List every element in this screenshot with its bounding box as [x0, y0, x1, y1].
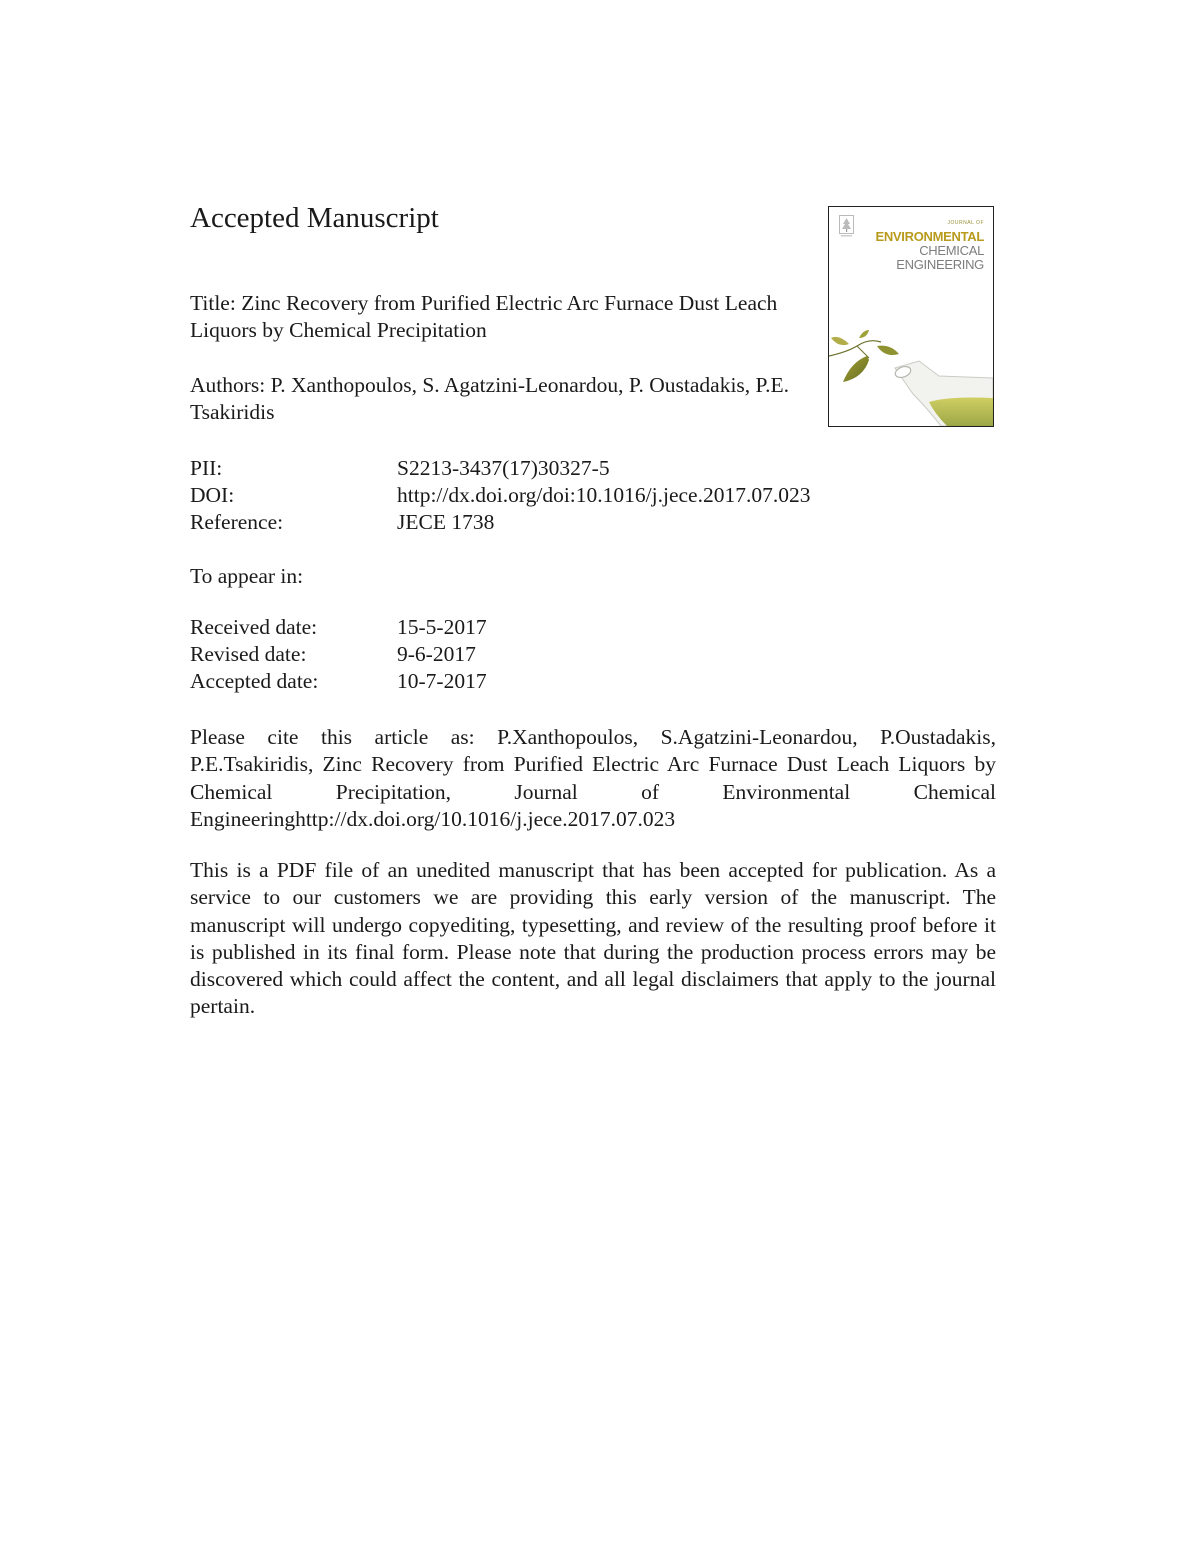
- page-heading: Accepted Manuscript: [190, 202, 439, 234]
- date-value: 10-7-2017: [397, 669, 487, 693]
- citation-paragraph: Please cite this article as: P.Xanthopoulos, S.Agatzini-Leonardou, P.Oustadakis, P.E.Tsakiridis, Zinc Recovery from Purified Electric Arc Furnace Dust Leach Liquors by Chemical Precipitation, Journal of Environmental Chemical Engineeringhttp://dx.doi.org/10.1016/j.jece.2017.07.023: [190, 725, 996, 831]
- dates-table: [190, 614, 487, 695]
- to-appear-label: To appear in:: [190, 564, 304, 588]
- cover-title-line-1: ENVIRONMENTAL: [875, 229, 984, 244]
- cover-title-line-3: ENGINEERING: [896, 257, 984, 272]
- identifiers-table: [190, 455, 810, 536]
- date-row-accepted: [190, 668, 487, 695]
- date-label: Received date:: [190, 615, 318, 639]
- identifier-label: PII:: [190, 456, 223, 480]
- journal-cover: [828, 206, 994, 427]
- doi-link[interactable]: http://dx.doi.org/doi:10.1016/j.jece.2017.07.023: [397, 483, 811, 507]
- cover-title: [875, 219, 984, 272]
- date-row-received: [190, 614, 487, 641]
- identifier-row-reference: [190, 509, 810, 536]
- cover-small-text: JOURNAL OF: [947, 220, 984, 226]
- article-title: Title: Zinc Recovery from Purified Electric Arc Furnace Dust Leach Liquors by Chemical Precipitation: [190, 291, 778, 342]
- article-authors: Authors: P. Xanthopoulos, S. Agatzini-Leonardou, P. Oustadakis, P.E. Tsakiridis: [190, 373, 789, 424]
- disclaimer-paragraph: This is a PDF file of an unedited manuscript that has been accepted for publication. As a service to our customers we are providing this early version of the manuscript. The manuscript will undergo copyediting, typesetting, and review of the resulting proof before it is published in its final form. Please note that during the production process errors may be discovered which could affect the content, and all legal disclaimers that apply to the journal pertain.: [190, 858, 996, 1019]
- date-row-revised: [190, 641, 487, 668]
- plant-flask-illustration: [829, 316, 993, 426]
- identifier-value: S2213-3437(17)30327-5: [397, 456, 610, 480]
- identifier-row-pii: [190, 455, 810, 482]
- date-value: 9-6-2017: [397, 642, 476, 666]
- identifier-label: Reference:: [190, 510, 284, 534]
- date-label: Accepted date:: [190, 669, 319, 693]
- identifier-value: JECE 1738: [397, 510, 495, 534]
- identifier-label: DOI:: [190, 483, 235, 507]
- date-label: Revised date:: [190, 642, 307, 666]
- cover-title-line-2: CHEMICAL: [919, 243, 984, 258]
- identifier-row-doi: [190, 482, 810, 509]
- date-value: 15-5-2017: [397, 615, 487, 639]
- elsevier-tree-icon: [839, 215, 854, 239]
